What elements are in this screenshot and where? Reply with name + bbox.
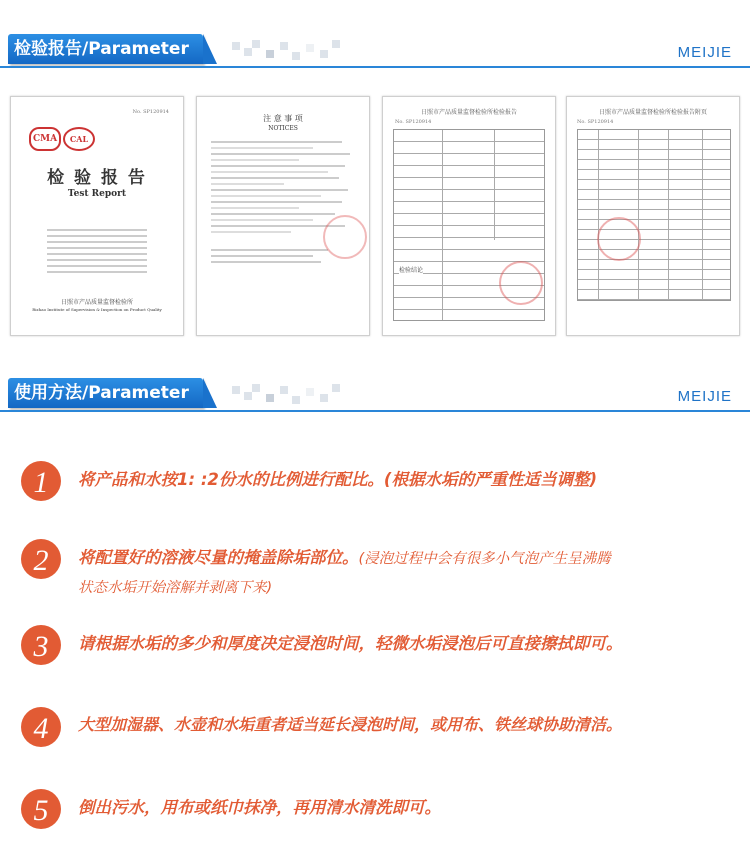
step-number-icon <box>18 704 64 750</box>
report-fields <box>47 225 147 277</box>
section-title: 使用方法/Parameter <box>8 378 203 408</box>
divider <box>0 66 750 68</box>
step-text-continued <box>78 576 272 597</box>
brand-text: MEIJIE <box>677 388 732 405</box>
step-note-text: (浸泡过程中会有很多小气泡产生呈沸腾 <box>358 551 611 567</box>
report-cover[interactable] <box>10 96 184 336</box>
svg-text:3: 3 <box>33 630 49 663</box>
report-table-number: No. SP120914 <box>395 119 432 125</box>
notices-title: 注 意 事 项 <box>263 114 303 123</box>
decor-pixels <box>232 382 352 408</box>
report-conclusion: 检验结论 <box>399 267 424 274</box>
cma-seal-icon: CMA <box>29 127 61 151</box>
decor-pixels <box>232 38 352 64</box>
stamp-icon <box>323 215 367 259</box>
divider <box>0 410 750 412</box>
report-subtitle: Test Report <box>67 189 127 199</box>
report-title: 检 验 报 告 <box>47 168 147 188</box>
svg-text:4: 4 <box>33 712 49 745</box>
report-notices[interactable] <box>196 96 370 336</box>
cal-seal-icon: CAL <box>63 127 95 151</box>
stamp-icon <box>597 217 641 261</box>
report-appendix-title: 日照市产品质量监督检验所检验报告附页 <box>598 109 707 116</box>
report-appendix-grid <box>577 129 731 301</box>
report-appendix-number: No. SP120914 <box>577 119 614 125</box>
report-gallery <box>10 96 740 336</box>
report-org-en: Rizhao Institute of Supervision & Inspection on Product Quality <box>32 307 162 312</box>
section-title: 检验报告/Parameter <box>8 34 203 64</box>
svg-text:1: 1 <box>33 466 49 499</box>
step-text: 将产品和水按1: :2份水的比例进行配比。(根据水垢的严重性适当调整) <box>78 470 597 489</box>
section-header-usage <box>0 374 750 422</box>
step-note-text-2: 状态水垢开始溶解并剥离下来) <box>78 580 273 596</box>
step-number-icon <box>18 458 64 504</box>
step-text: 倒出污水，用布或纸巾抹净，再用清水清洗即可。 <box>78 798 441 817</box>
report-org: 日照市产品质量监督检验所 <box>60 299 133 306</box>
report-number: No. SP120914 <box>132 109 169 115</box>
report-appendix[interactable] <box>566 96 740 336</box>
step-number-icon <box>18 786 64 832</box>
report-table-title: 日照市产品质量监督检验所检验报告 <box>420 109 517 116</box>
step-number-icon <box>18 536 64 582</box>
report-table[interactable] <box>382 96 556 336</box>
step-number-icon <box>18 622 64 668</box>
svg-text:5: 5 <box>33 794 49 827</box>
brand-text: MEIJIE <box>677 44 732 61</box>
svg-text:2: 2 <box>33 544 49 577</box>
step-text <box>78 544 611 568</box>
notices-subtitle: NOTICES <box>268 125 298 132</box>
step-main-text: 将配置好的溶液尽量的掩盖除垢部位。 <box>78 548 359 567</box>
section-header-report <box>0 30 750 78</box>
step-text: 请根据水垢的多少和厚度决定浸泡时间，轻微水垢浸泡后可直接擦拭即可。 <box>78 634 623 653</box>
step-text: 大型加湿器、水壶和水垢重者适当延长浸泡时间，或用布、铁丝球协助清洁。 <box>78 715 623 734</box>
stamp-icon <box>499 261 543 305</box>
